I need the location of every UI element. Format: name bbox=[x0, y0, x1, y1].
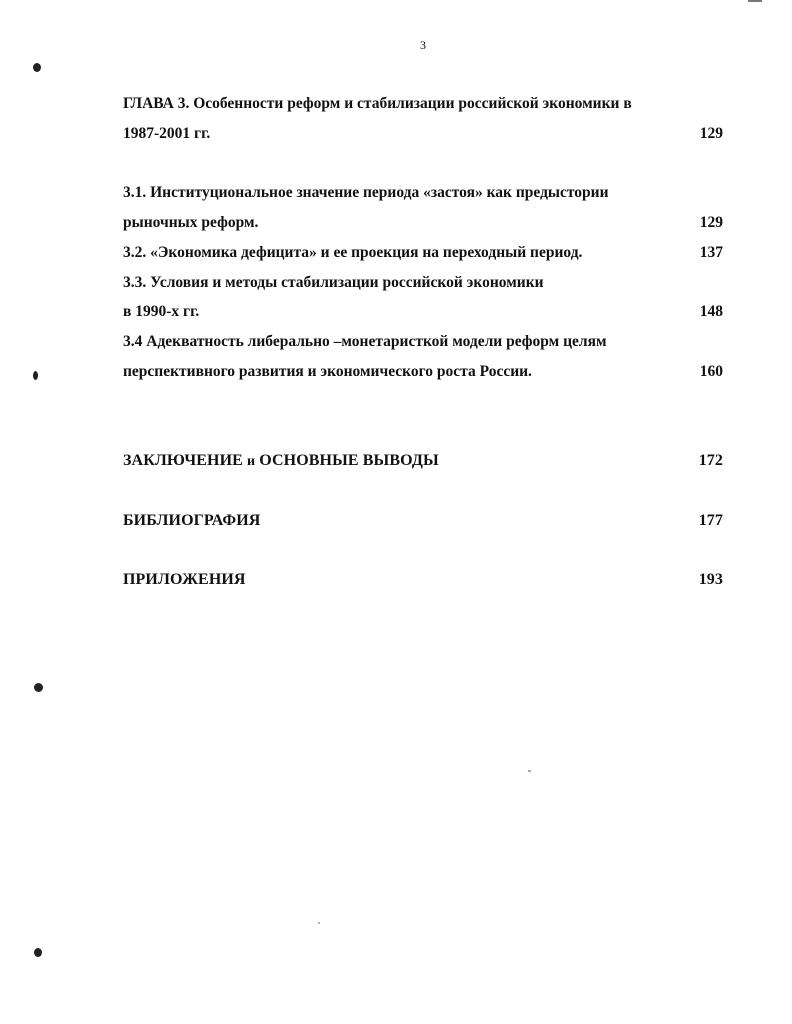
bibliography-page: 177 bbox=[698, 512, 723, 529]
toc-entry-line bbox=[123, 302, 723, 322]
appendices-title: ПРИЛОЖЕНИЯ bbox=[123, 571, 246, 588]
punch-hole-mark bbox=[33, 63, 41, 72]
punch-hole-mark bbox=[34, 948, 42, 957]
toc-entry-line bbox=[123, 183, 723, 203]
toc-entry-title: в 1990-х гг. bbox=[123, 303, 200, 320]
scan-speck bbox=[528, 770, 531, 772]
bibliography-line bbox=[123, 511, 723, 531]
toc-entry-page: 137 bbox=[699, 244, 723, 261]
chapter-years: 1987-2001 гг. bbox=[123, 125, 211, 142]
conclusion-line bbox=[123, 451, 723, 472]
conclusion-title-part1: ЗАКЛЮЧЕНИЕ bbox=[123, 452, 248, 469]
bibliography-title: БИБЛИОГРАФИЯ bbox=[123, 512, 261, 529]
chapter-title: ГЛАВА 3. Особенности реформ и стабилизации российской экономики в bbox=[123, 95, 632, 112]
toc-entry-title: 3.2. «Экономика дефицита» и ее проекция на переходный период. bbox=[123, 244, 583, 261]
toc-entry-page: 129 bbox=[699, 214, 723, 231]
punch-hole-mark bbox=[33, 371, 38, 380]
toc-entry-title: перспективного развития и экономического роста России. bbox=[123, 363, 532, 380]
scan-corner-mark bbox=[748, 0, 762, 2]
toc-entry-page: 148 bbox=[699, 303, 723, 320]
page-number: 3 bbox=[420, 38, 426, 52]
chapter-page: 129 bbox=[699, 125, 723, 142]
toc-entry-title: 3.1. Институциональное значение периода «застоя» как предыстории bbox=[123, 184, 609, 201]
toc-entry-line bbox=[123, 213, 723, 233]
chapter-title-line bbox=[123, 94, 723, 114]
toc-entry-title: 3.3. Условия и методы стабилизации российской экономики bbox=[123, 274, 544, 291]
punch-hole-mark bbox=[34, 683, 43, 692]
scan-speck bbox=[318, 922, 320, 924]
toc-entry-line bbox=[123, 362, 723, 382]
toc-entry-line bbox=[123, 332, 723, 352]
toc-entry-line bbox=[123, 243, 723, 263]
conclusion-page: 172 bbox=[698, 452, 723, 469]
conclusion-title-part3: ОСНОВНЫЕ ВЫВОДЫ bbox=[255, 452, 439, 469]
appendices-page: 193 bbox=[698, 571, 723, 588]
chapter-title-line bbox=[123, 124, 723, 144]
toc-entry-title: рыночных реформ. bbox=[123, 214, 259, 231]
conclusion-title-part2: и bbox=[247, 454, 256, 469]
toc-entry-page: 160 bbox=[699, 363, 723, 380]
appendices-line bbox=[123, 570, 723, 590]
toc-entry-line bbox=[123, 273, 723, 293]
toc-entry-title: 3.4 Адекватность либерально –монетаристкой модели реформ целям bbox=[123, 333, 607, 350]
